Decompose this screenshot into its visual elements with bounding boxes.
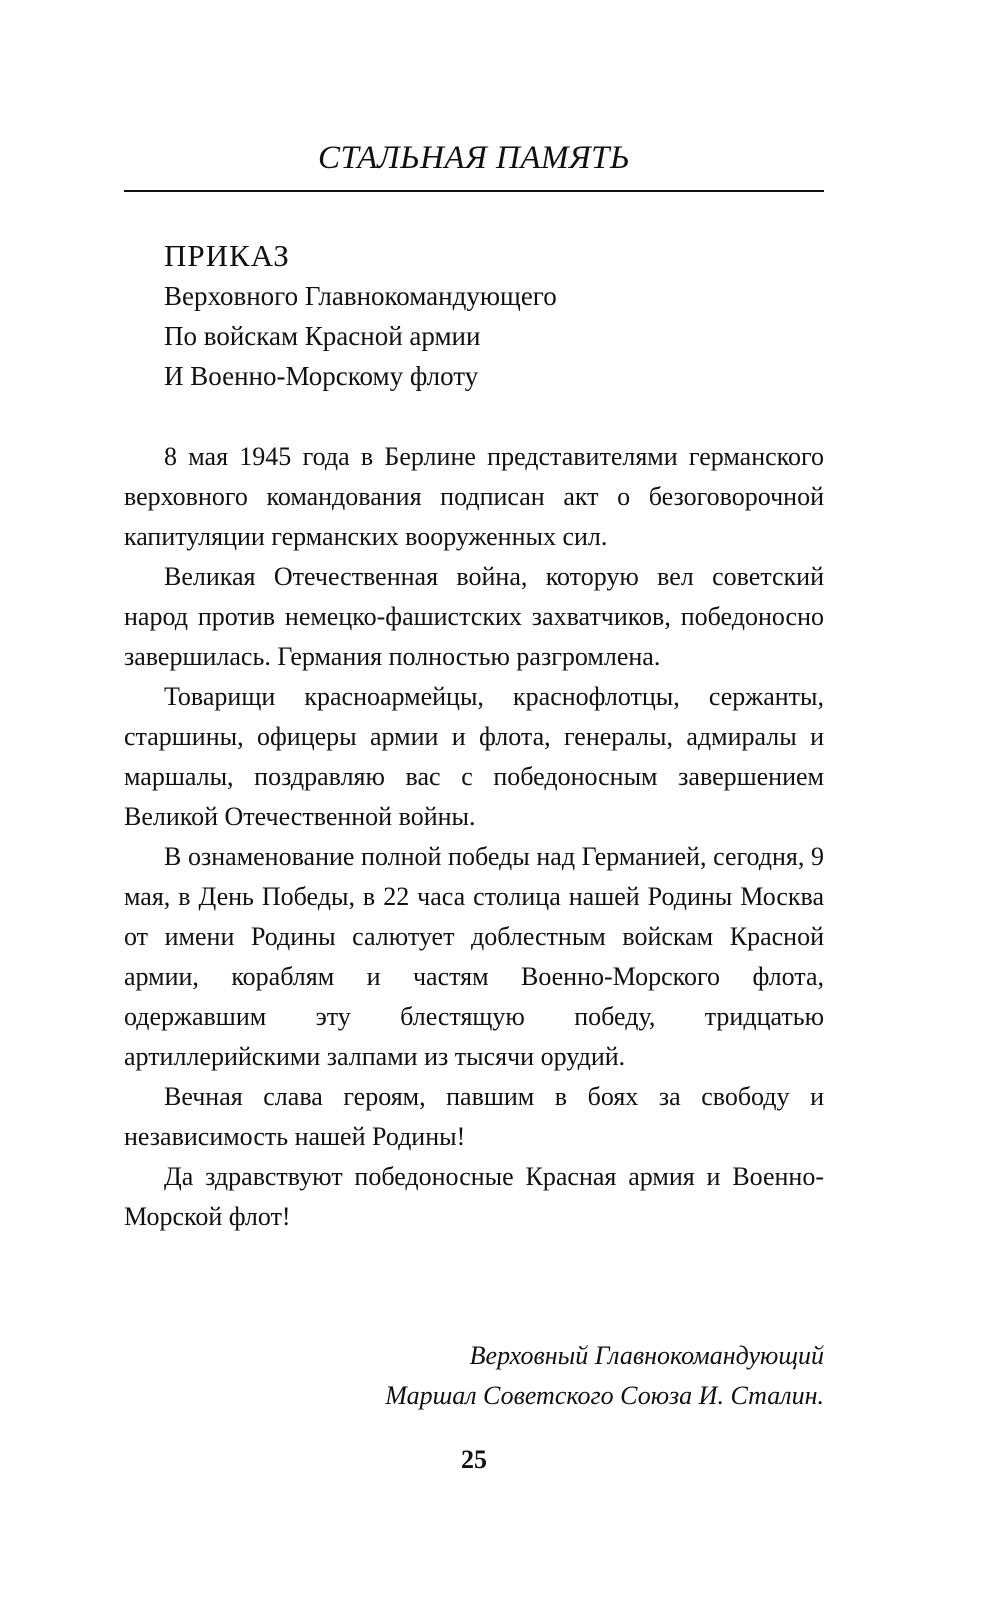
page-number: 25: [461, 1445, 487, 1474]
paragraph: В ознаменование полной победы над Германией, сегодня, 9 мая, в День Победы, в 22 часа столица нашей Родины Москва от имени Родины салютует доблестным войскам Красной армии, кораблям и частям Военно-Морского флота, одержавшим эту блестящую победу, тридцатью артиллерийскими залпами из тысячи орудий.: [124, 842, 824, 1071]
order-body: [124, 437, 824, 1237]
signature-position: Верховный Главнокомандующий: [469, 1341, 824, 1370]
running-head: СТАЛЬНАЯ ПАМЯТЬ: [317, 140, 630, 176]
signature-block: [124, 1336, 824, 1416]
order-subtitle-line: Верховного Главнокомандующего: [164, 281, 557, 311]
paragraph: Да здравствуют победоносные Красная армия и Военно-Морской флот!: [124, 1162, 824, 1231]
order-heading: [164, 236, 557, 396]
paragraph: Вечная слава героям, павшим в боях за свободу и независимость нашей Родины!: [124, 1082, 824, 1151]
paragraph: Товарищи красноармейцы, краснофлотцы, сержанты, старшины, офицеры армии и флота, генералы, адмиралы и маршалы, поздравляю вас с победоносным завершением Великой Отечественной войны.: [124, 682, 824, 831]
paragraph: Великая Отечественная война, которую вел советский народ против немецко-фашистских захватчиков, победоносно завершилась. Германия полностью разгромлена.: [124, 562, 824, 671]
order-title: ПРИКАЗ: [164, 238, 290, 273]
order-subtitle-line: И Военно-Морскому флоту: [164, 361, 479, 391]
signature-name: Маршал Советского Союза И. Сталин.: [385, 1381, 824, 1410]
order-subtitle-line: По войскам Красной армии: [164, 321, 481, 351]
header-rule: [124, 190, 824, 192]
paragraph: 8 мая 1945 года в Берлине представителями германского верховного командования подписан акт о безоговорочной капитуляции германских вооруженных сил.: [124, 442, 824, 551]
